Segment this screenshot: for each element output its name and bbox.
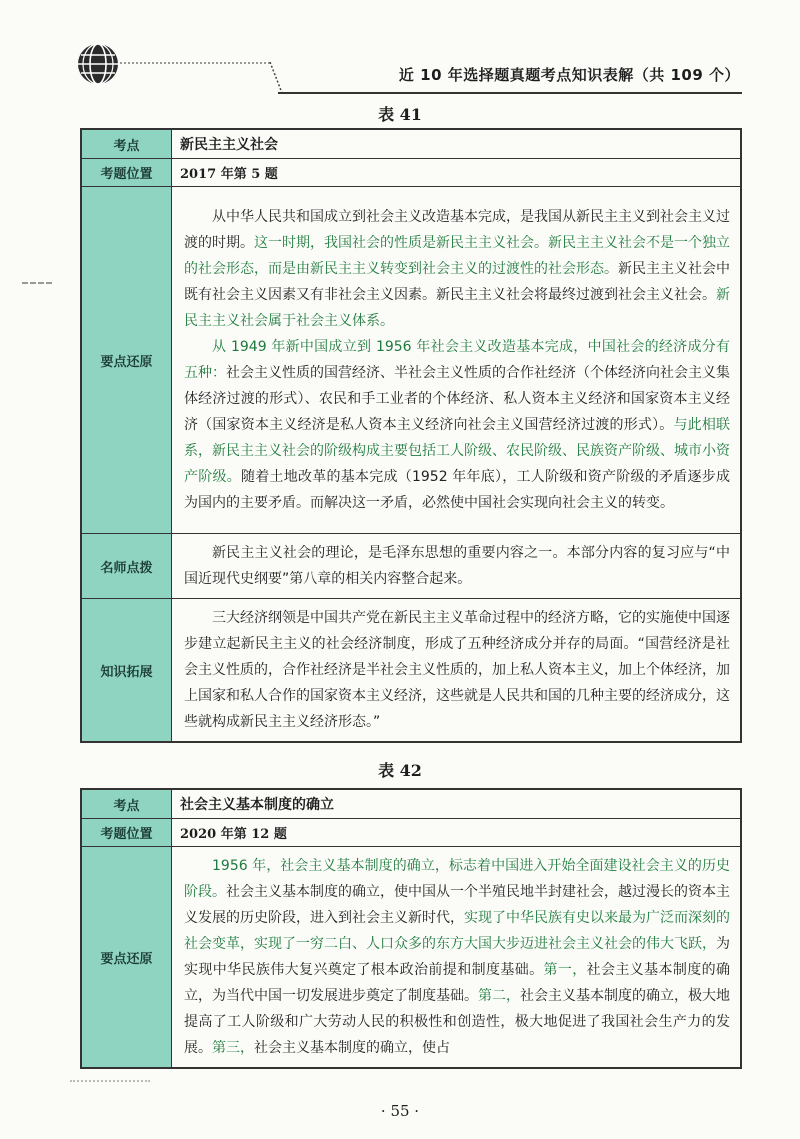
footer-dots [70, 1080, 150, 1082]
position-label: 考题位置 [81, 159, 172, 187]
highlight-text: 1956 年，社会主义基本制度的确立，标志着中国进入开始全面建设社会主义的历史阶段。 [184, 858, 730, 900]
kaodian-value: 新民主主义社会 [172, 129, 742, 159]
highlight-text: 从 1949 年新中国成立到 1956 年社会主义改造基本完成，中国社会的经济成分有五种： [184, 339, 730, 381]
kaodian-label: 考点 [81, 789, 172, 819]
highlight-text: 新民主主义社会属于社会主义体系。 [184, 287, 730, 329]
table42-caption: 表 42 [378, 761, 422, 780]
yaodian-label: 要点还原 [81, 847, 172, 1069]
text-span: 社会主义基本制度的确立，使占 [254, 1040, 450, 1056]
tuozhan-label: 知识拓展 [81, 599, 172, 743]
text-span: 新民主主义社会中既有社会主义因素又有非社会主义因素。新民主主义社会将最终过渡到社会主义社会。 [184, 261, 730, 303]
paragraph: 新民主主义社会的理论，是毛泽东思想的重要内容之一。本部分内容的复习应与“中国近现代史纲要”第八章的相关内容整合起来。 [184, 545, 730, 587]
margin-mark [22, 282, 52, 284]
yaodian-label: 要点还原 [81, 187, 172, 534]
header-dotted-line [120, 62, 270, 64]
text-span: 社会主义基本制度的确立，使中国从一个半殖民地半封建社会，越过漫长的资本主义发展的历史阶段，进入到社会主义新时代， [184, 884, 730, 926]
yaodian-content [172, 187, 742, 534]
text-span: 社会主义基本制度的确立，极大地提高了工人阶级和广大劳动人民的积极性和创造性，极大地促进了我国社会生产力的发展。 [184, 988, 730, 1056]
paragraph: 三大经济纲领是中国共产党在新民主主义革命过程中的经济方略，它的实施使中国逐步建立起新民主主义的社会经济制度，形成了五种经济成分并存的局面。“国营经济是社会主义性质的，合作社经济是半社会主义性质的，加上私人资本主义，加上个体经济，加上国家和私人合作的国家资本主义经济，这些就是人民共和国的几种主要的经济成分，这些就构成新民主主义经济形态。” [184, 610, 730, 730]
highlight-text: 与此相联系，新民主主义社会的阶级构成主要包括工人阶级、农民阶级、民族资产阶级、城市小资产阶级。 [184, 417, 731, 485]
position-label: 考题位置 [81, 819, 172, 847]
globe-icon [76, 42, 120, 86]
text-span: 从中华人民共和国成立到社会主义改造基本完成，是我国从新民主主义到社会主义过渡的时期。 [184, 209, 730, 251]
kaodian-value: 社会主义基本制度的确立 [172, 789, 742, 819]
highlight-text: 第一， [543, 962, 587, 978]
kaodian-label: 考点 [81, 129, 172, 159]
running-header-title: 近 10 年选择题真题考点知识表解（共 109 个） [398, 66, 740, 84]
position-value: 2017 年第 5 题 [172, 159, 742, 187]
paragraph [184, 853, 730, 1061]
text-span: 社会主义性质的国营经济、半社会主义性质的合作社经济（个体经济向社会主义集体经济过渡的形式）、农民和手工业者的个体经济、私人资本主义经济和国家资本主义经济（国家资本主义经济是私人资本主义经济向社会主义国营经济过渡的形式）。 [184, 365, 730, 433]
yaodian-content [172, 847, 742, 1069]
position-value: 2020 年第 12 题 [172, 819, 742, 847]
text-span: 社会主义基本制度的确立，为当代中国一切发展进步奠定了制度基础。 [184, 962, 731, 1004]
highlight-text: 第三， [212, 1040, 254, 1056]
text-span: 为实现中华民族伟大复兴奠定了根本政治前提和制度基础。 [184, 936, 730, 978]
paragraph [184, 204, 730, 334]
mingshi-content [172, 534, 742, 599]
paragraph [184, 334, 730, 516]
header-rule [278, 92, 742, 94]
text-span: 随着土地改革的基本完成（1952 年年底），工人阶级和资产阶级的矛盾逐步成为国内的主要矛盾。而解决这一矛盾，必然使中国社会实现向社会主义的转变。 [184, 469, 731, 511]
table41 [80, 128, 742, 743]
mingshi-label: 名师点拨 [81, 534, 172, 599]
header-divider [268, 62, 284, 94]
highlight-text: 第二， [478, 988, 520, 1004]
tuozhan-content [172, 599, 742, 743]
table42 [80, 788, 742, 1069]
table41-caption: 表 41 [378, 105, 422, 124]
page-number: · 55 · [380, 1102, 420, 1120]
highlight-text: 这一时期，我国社会的性质是新民主主义社会。新民主主义社会不是一个独立的社会形态，而是由新民主主义转变到社会主义的过渡性的社会形态。 [184, 235, 730, 277]
highlight-text: 实现了中华民族有史以来最为广泛而深刻的社会变革，实现了一穷二白、人口众多的东方大国大步迈进社会主义社会的伟大飞跃， [184, 910, 730, 952]
